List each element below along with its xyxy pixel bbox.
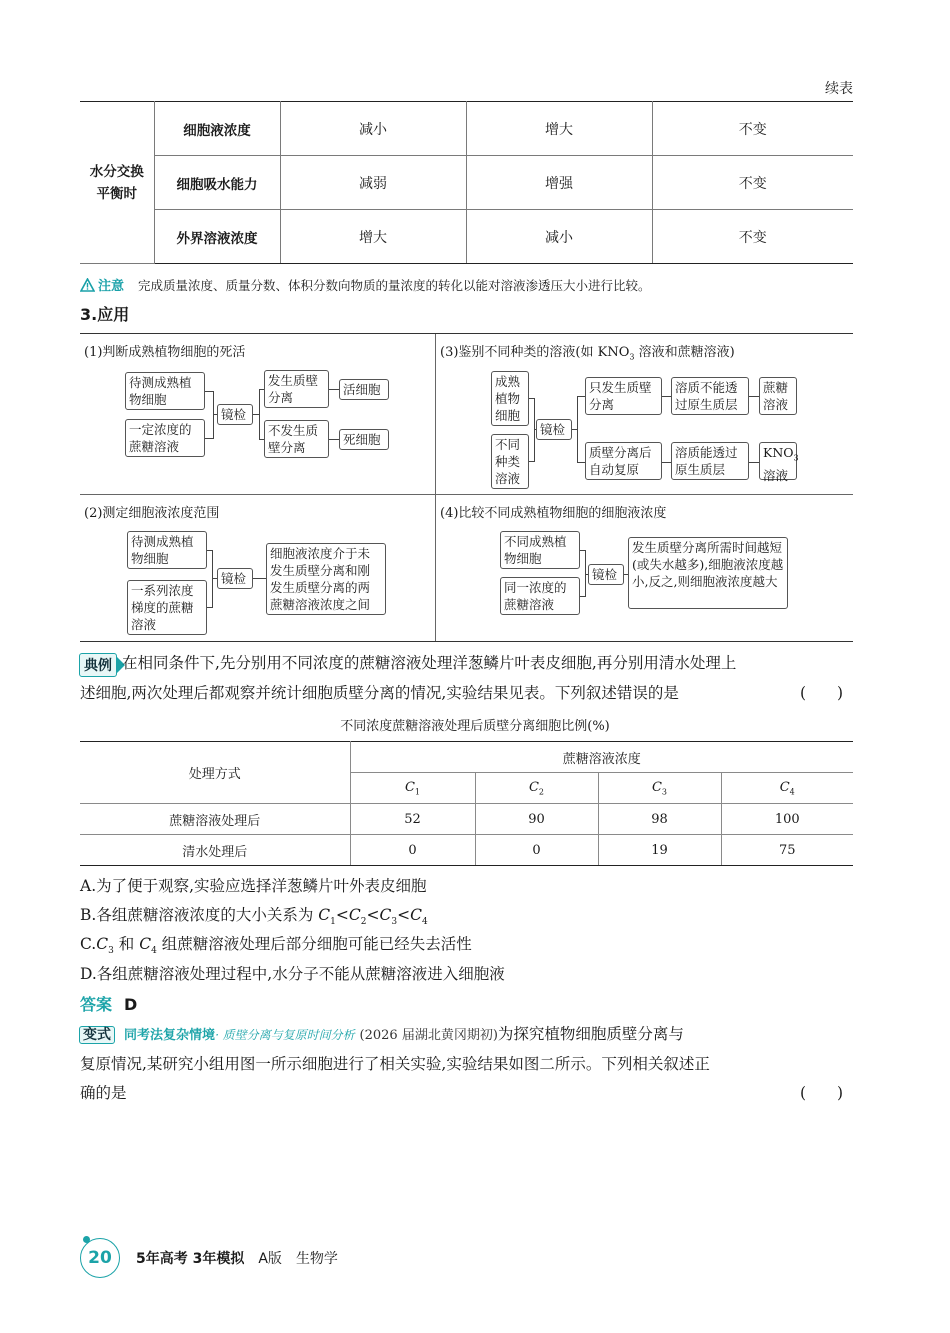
variant-exam: (2026 届湖北黄冈期初) <box>359 1028 498 1043</box>
row-label: 外界溶液浓度 <box>154 210 280 264</box>
equilibrium-table <box>80 101 853 264</box>
flow-box: 不发生质壁分离 <box>264 420 329 458</box>
flow-box: 成熟植物细胞 <box>491 371 529 426</box>
flow-box: 一系列浓度梯度的蔗糖溶液 <box>127 580 207 635</box>
panel-caption: (2)测定细胞液浓度范围 <box>84 506 220 521</box>
variant-text: 确的是 <box>80 1084 127 1102</box>
option-a: A.为了便于观察,实验应选择洋葱鳞片叶外表皮细胞 <box>80 877 427 895</box>
column-header: $C_4$ <box>721 773 853 804</box>
table-cell: 减弱 <box>280 156 466 210</box>
note-tag <box>80 275 124 294</box>
row-label: 细胞液浓度 <box>154 102 280 156</box>
table-cell: 75 <box>721 835 853 866</box>
grid-divider <box>435 334 436 641</box>
table-cell: 增强 <box>466 156 652 210</box>
column-header: $C_2$ <box>475 773 598 804</box>
table-cell: 98 <box>598 804 721 835</box>
panel-caption: (3)鉴别不同种类的溶液(如 $KNO_3$ 溶液和蔗糖溶液) <box>440 345 735 362</box>
variant-line <box>79 1019 684 1051</box>
option-c: $C.C_3$ 和 $C_4$ 组蔗糖溶液处理后部分细胞可能已经失去活性 <box>80 935 472 957</box>
flow-box: 同一浓度的蔗糖溶液 <box>500 577 580 615</box>
flow-box: 待测成熟植物细胞 <box>127 531 207 569</box>
grid-divider <box>80 494 853 495</box>
flow-box: 发生质壁分离所需时间越短(或失水越多),细胞液浓度越小,反之,则细胞液浓度越大 <box>628 537 788 609</box>
flow-box: 只发生质壁分离 <box>585 377 662 415</box>
table-cell: 减小 <box>280 102 466 156</box>
note-text: 完成质量浓度、质量分数、体积分数向物质的量浓度的转化以能对溶液渗透压大小进行比较。 <box>138 277 651 293</box>
table-row <box>80 835 853 866</box>
flow-box: $KNO_3$ 溶液 <box>759 442 797 480</box>
example-tag: 典例 <box>79 653 117 677</box>
table-cell: 19 <box>598 835 721 866</box>
flow-box: 待测成熟植物细胞 <box>125 372 205 410</box>
flow-box: 溶质不能透过原生质层 <box>671 377 749 415</box>
flow-box: 死细胞 <box>339 429 389 450</box>
flow-box: 活细胞 <box>339 379 389 400</box>
answer: 答案 D <box>80 995 138 1014</box>
table-row <box>80 210 853 264</box>
continued-label: 续表 <box>825 81 853 97</box>
flow-box: 镜检 <box>588 564 624 585</box>
table-cell: 增大 <box>466 102 652 156</box>
table-cell: 减小 <box>466 210 652 264</box>
example-line: 述细胞,两次处理后都观察并统计细胞质壁分离的情况,实验结果见表。下列叙述错误的是 <box>80 684 679 702</box>
book-title: 5年高考 3年模拟 <box>136 1251 245 1267</box>
flow-box: 不同成熟植物细胞 <box>500 531 580 569</box>
table-row <box>80 742 853 773</box>
table-cell: 0 <box>350 835 475 866</box>
row-label: 清水处理后 <box>80 835 350 866</box>
application-grid <box>80 333 853 642</box>
column-header: $C_1$ <box>350 773 475 804</box>
table-cell: 不变 <box>652 102 853 156</box>
panel-caption: (4)比较不同成熟植物细胞的细胞液浓度 <box>440 506 667 521</box>
option-b: B.各组蔗糖溶液浓度的大小关系为 $C_1<C_2<C_3<C_4$ <box>80 906 428 928</box>
flow-box: 镜检 <box>217 568 253 589</box>
table-cell: 不变 <box>652 210 853 264</box>
answer-bracket: ( ) <box>800 684 844 702</box>
table-row <box>80 804 853 835</box>
table-cell: 52 <box>350 804 475 835</box>
variant-text: 为探究植物细胞质壁分离与 <box>497 1025 684 1043</box>
flow-box: 一定浓度的蔗糖溶液 <box>125 419 205 457</box>
subject: 生物学 <box>295 1251 338 1267</box>
group-label-line: 平衡时 <box>96 185 137 202</box>
page-number: 20 <box>80 1238 120 1278</box>
flow-box: 溶质能透过原生质层 <box>671 442 749 480</box>
variant-source: 同考法复杂情境 <box>123 1028 215 1043</box>
flow-box: 细胞液浓度介于未发生质壁分离和刚发生质壁分离的两蔗糖溶液浓度之间 <box>266 543 386 615</box>
column-header: $C_3$ <box>598 773 721 804</box>
group-label-line: 水分交换 <box>89 163 144 180</box>
flow-box: 镜检 <box>217 404 253 425</box>
group-label <box>80 102 154 264</box>
note <box>80 275 651 294</box>
table-title: 不同浓度蔗糖溶液处理后质壁分离细胞比例(%) <box>340 719 610 734</box>
warning-icon <box>80 278 95 292</box>
result-table <box>80 741 853 866</box>
section-title: 3.应用 <box>80 305 130 324</box>
footer <box>80 1238 338 1278</box>
variant-text: 复原情况,某研究小组用图一所示细胞进行了相关实验,实验结果如图二所示。下列相关叙述正 <box>80 1055 710 1073</box>
row-label: 蔗糖溶液处理后 <box>80 804 350 835</box>
column-header: 处理方式 <box>80 742 350 804</box>
answer-bracket: ( ) <box>800 1084 844 1102</box>
table-cell: 90 <box>475 804 598 835</box>
table-cell: 不变 <box>652 156 853 210</box>
table-cell: 0 <box>475 835 598 866</box>
table-cell: 增大 <box>280 210 466 264</box>
variant-tag: 变式 <box>79 1026 115 1044</box>
flow-box: 蔗糖溶液 <box>759 377 797 415</box>
column-header: 蔗糖溶液浓度 <box>350 742 853 773</box>
flow-box: 发生质壁分离 <box>264 370 329 408</box>
table-cell: 100 <box>721 804 853 835</box>
flow-box: 镜检 <box>536 419 572 440</box>
edition: A版 <box>258 1251 282 1267</box>
table-row <box>80 102 853 156</box>
panel-caption: (1)判断成熟植物细胞的死活 <box>84 345 246 360</box>
example-line: 在相同条件下,先分别用不同浓度的蔗糖溶液处理洋葱鳞片叶表皮细胞,再分别用清水处理上 <box>122 654 737 672</box>
flow-box: 质壁分离后自动复原 <box>585 442 662 480</box>
option-d: D.各组蔗糖溶液处理过程中,水分子不能从蔗糖溶液进入细胞液 <box>80 965 505 983</box>
table-row <box>80 156 853 210</box>
variant-topic: · 质壁分离与复原时间分析 <box>214 1028 355 1042</box>
flow-box: 不同种类溶液 <box>491 434 529 489</box>
row-label: 细胞吸水能力 <box>154 156 280 210</box>
note-label: 注意 <box>98 279 125 294</box>
